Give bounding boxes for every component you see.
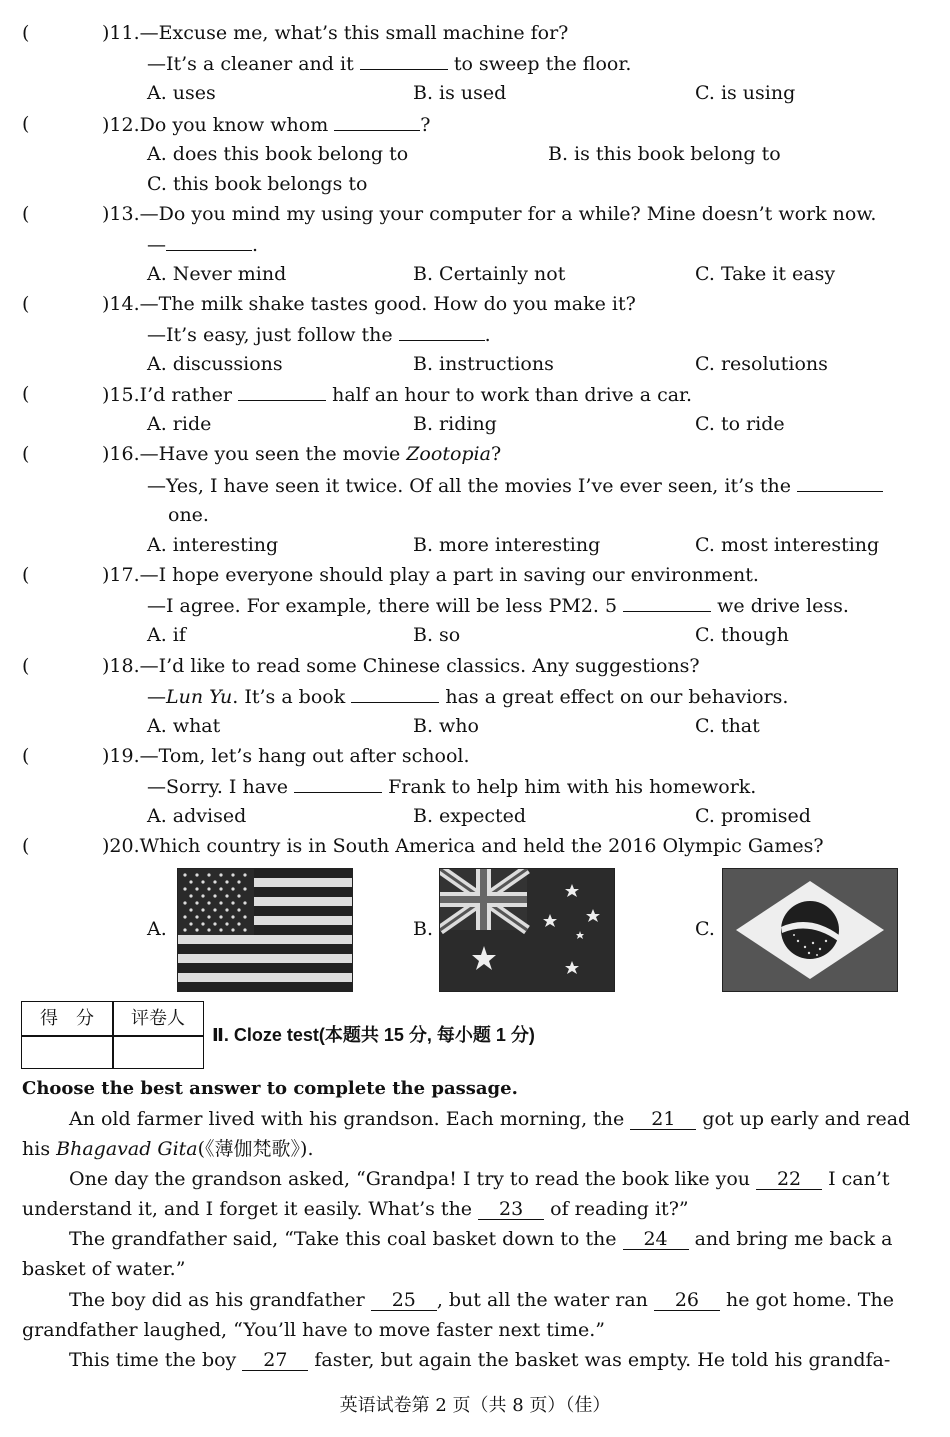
question-18 bbox=[102, 654, 700, 678]
option-c[interactable]: C. promised bbox=[695, 805, 811, 827]
question-number: )18. bbox=[102, 655, 140, 677]
cloze-blank-23[interactable]: 23 bbox=[478, 1199, 544, 1220]
question-14 bbox=[102, 292, 636, 316]
option-c[interactable]: C. bbox=[695, 918, 715, 940]
question-number: )12. bbox=[102, 114, 140, 136]
option-a[interactable]: A. ride bbox=[147, 413, 212, 435]
option-c[interactable]: C. is using bbox=[695, 82, 796, 104]
question-text: —Have you seen the movie bbox=[139, 443, 401, 465]
passage-text: understand it, and I forget it easily. What’s the bbox=[22, 1198, 473, 1220]
cloze-blank-26[interactable]: 26 bbox=[654, 1290, 720, 1311]
answer-paren: ( bbox=[22, 293, 30, 315]
option-c[interactable]: C. most interesting bbox=[695, 534, 880, 556]
question-number: )16. bbox=[102, 443, 140, 465]
question-text: . bbox=[252, 234, 259, 256]
cloze-blank-27[interactable]: 27 bbox=[242, 1350, 308, 1371]
option-b[interactable]: B. so bbox=[413, 624, 461, 646]
passage-line bbox=[22, 1137, 314, 1161]
option-b[interactable]: B. Certainly not bbox=[413, 263, 566, 285]
question-number: )13. bbox=[102, 203, 140, 225]
passage-text: of reading it?” bbox=[550, 1198, 689, 1220]
usa-flag-image[interactable] bbox=[177, 868, 353, 992]
cloze-blank-25[interactable]: 25 bbox=[371, 1290, 437, 1311]
section-note: (本题共 15 分, 每小题 1 分) bbox=[318, 1025, 535, 1045]
question-number: )14. bbox=[102, 293, 140, 315]
question-text: Which country is in South America and held the 2016 Olympic Games? bbox=[139, 835, 824, 857]
question-text: half an hour to work than drive a car. bbox=[332, 384, 693, 406]
passage-text: grandfather laughed, “You’ll have to move faster next time.” bbox=[22, 1319, 606, 1341]
instruction-text: Choose the best answer to complete the passage. bbox=[22, 1078, 518, 1099]
question-text: —Do you mind my using your computer for a while? Mine doesn’t work now. bbox=[139, 203, 877, 225]
answer-blank[interactable] bbox=[399, 322, 485, 341]
question-17-answer-line bbox=[147, 593, 849, 618]
option-c[interactable]: C. though bbox=[695, 624, 789, 646]
option-a[interactable]: A. discussions bbox=[147, 353, 283, 375]
option-a[interactable]: A. interesting bbox=[147, 534, 279, 556]
question-text: —I hope everyone should play a part in saving our environment. bbox=[139, 564, 759, 586]
passage-line bbox=[69, 1107, 910, 1131]
option-b[interactable]: B. riding bbox=[413, 413, 497, 435]
question-20 bbox=[102, 834, 824, 858]
question-number: )17. bbox=[102, 564, 140, 586]
question-text: we drive less. bbox=[717, 595, 849, 617]
cloze-blank-21[interactable]: 21 bbox=[630, 1109, 696, 1130]
question-text: one. bbox=[168, 504, 209, 526]
answer-paren: ( bbox=[22, 383, 30, 405]
cloze-blank-22[interactable]: 22 bbox=[756, 1169, 822, 1190]
question-14-answer-line bbox=[147, 322, 491, 347]
passage-line bbox=[69, 1348, 890, 1372]
option-b[interactable]: B. is this book belong to bbox=[548, 143, 781, 165]
passage-text: he got home. The bbox=[725, 1289, 894, 1311]
question-text: ? bbox=[420, 114, 431, 136]
option-a[interactable]: A. uses bbox=[147, 82, 216, 104]
question-11 bbox=[102, 21, 568, 45]
passage-text: I can’t bbox=[828, 1168, 890, 1190]
option-a[interactable]: A. Never mind bbox=[147, 263, 287, 285]
option-b[interactable]: B. is used bbox=[413, 82, 507, 104]
question-text: —I’d like to read some Chinese classics. Any suggestions? bbox=[139, 655, 700, 677]
page-footer: 英语试卷第 2 页（共 8 页）（佳） bbox=[339, 1395, 611, 1416]
answer-blank[interactable] bbox=[294, 774, 382, 793]
answer-blank[interactable] bbox=[797, 473, 883, 492]
passage-line bbox=[69, 1167, 890, 1191]
question-17 bbox=[102, 563, 759, 587]
question-number: )11. bbox=[102, 22, 140, 44]
question-16 bbox=[102, 442, 501, 466]
question-text: —It’s easy, just follow the bbox=[147, 324, 393, 346]
question-number: )15. bbox=[102, 384, 140, 406]
option-a[interactable]: A. if bbox=[147, 624, 186, 646]
grader-label: 评卷人 bbox=[131, 1008, 185, 1029]
answer-blank[interactable] bbox=[238, 382, 326, 401]
passage-text: (《薄伽梵歌》). bbox=[197, 1138, 314, 1160]
option-b[interactable]: B. expected bbox=[413, 805, 527, 827]
answer-paren: ( bbox=[22, 443, 30, 465]
question-number: )20. bbox=[102, 835, 140, 857]
option-b[interactable]: B. bbox=[413, 918, 434, 940]
score-label: 得 分 bbox=[40, 1008, 94, 1029]
answer-paren: ( bbox=[22, 745, 30, 767]
movie-title: Zootopia bbox=[406, 443, 491, 465]
question-text: —Sorry. I have bbox=[147, 776, 288, 798]
option-c[interactable]: C. resolutions bbox=[695, 353, 828, 375]
brazil-flag-image[interactable] bbox=[722, 868, 898, 992]
answer-paren: ( bbox=[22, 564, 30, 586]
option-c[interactable]: C. that bbox=[695, 715, 760, 737]
question-text: —The milk shake tastes good. How do you make it? bbox=[139, 293, 636, 315]
book-title: Bhagavad Gita bbox=[56, 1138, 198, 1160]
answer-paren: ( bbox=[22, 655, 30, 677]
question-text: — bbox=[147, 234, 166, 256]
section-title: Ⅱ. Cloze test bbox=[212, 1025, 319, 1045]
question-18-answer-line bbox=[147, 684, 788, 709]
passage-line bbox=[69, 1288, 894, 1312]
passage-text: and bring me back a bbox=[694, 1228, 893, 1250]
answer-paren: ( bbox=[22, 835, 30, 857]
australia-flag-image[interactable] bbox=[439, 868, 615, 992]
question-text: has a great effect on our behaviors. bbox=[445, 686, 789, 708]
question-13 bbox=[102, 202, 876, 226]
question-text: —Excuse me, what’s this small machine for? bbox=[139, 22, 569, 44]
answer-blank[interactable] bbox=[334, 112, 420, 131]
question-15 bbox=[102, 382, 692, 407]
passage-text: basket of water.” bbox=[22, 1258, 186, 1280]
section-heading bbox=[212, 1023, 535, 1047]
passage-text: faster, but again the basket was empty. He told his grandfa- bbox=[314, 1349, 891, 1371]
book-title: Lun Yu bbox=[166, 686, 233, 708]
option-c[interactable]: C. to ride bbox=[695, 413, 785, 435]
question-12 bbox=[102, 112, 430, 137]
option-b[interactable]: B. instructions bbox=[413, 353, 554, 375]
question-text: ? bbox=[490, 443, 502, 465]
passage-text: , but all the water ran bbox=[436, 1289, 648, 1311]
question-text: Frank to help him with his homework. bbox=[388, 776, 757, 798]
question-text: —Yes, I have seen it twice. Of all the movies I’ve ever seen, it’s the bbox=[147, 475, 792, 497]
passage-text: This time the boy bbox=[69, 1349, 237, 1371]
question-19 bbox=[102, 744, 470, 768]
option-c[interactable]: C. Take it easy bbox=[695, 263, 836, 285]
passage-line bbox=[22, 1197, 689, 1221]
passage-text: his bbox=[22, 1138, 51, 1160]
answer-blank[interactable] bbox=[166, 232, 252, 251]
answer-paren: ( bbox=[22, 203, 30, 225]
question-text: . It’s a book bbox=[232, 686, 346, 708]
answer-paren: ( bbox=[22, 113, 30, 135]
question-text: I’d rather bbox=[139, 384, 232, 406]
answer-paren: ( bbox=[22, 22, 30, 44]
question-19-answer-line bbox=[147, 774, 756, 799]
option-a[interactable]: A. does this book belong to bbox=[147, 143, 409, 165]
question-text: Do you know whom bbox=[139, 114, 329, 136]
question-text: —Tom, let’s hang out after school. bbox=[139, 745, 470, 767]
passage-line bbox=[69, 1227, 892, 1251]
option-b[interactable]: B. who bbox=[413, 715, 479, 737]
question-13-answer-line bbox=[147, 232, 258, 257]
question-text: —It’s a cleaner and it bbox=[147, 53, 354, 75]
answer-blank[interactable] bbox=[623, 593, 711, 612]
question-text: . bbox=[484, 324, 491, 346]
option-a[interactable]: A. advised bbox=[147, 805, 247, 827]
question-text: —I agree. For example, there will be less PM2. 5 bbox=[147, 595, 618, 617]
passage-text: One day the grandson asked, “Grandpa! I try to read the book like you bbox=[69, 1168, 751, 1190]
passage-text: The grandfather said, “Take this coal basket down to the bbox=[69, 1228, 617, 1250]
score-table bbox=[21, 1001, 204, 1069]
answer-blank[interactable] bbox=[351, 684, 439, 703]
passage-text: The boy did as his grandfather bbox=[69, 1289, 365, 1311]
question-text: to sweep the floor. bbox=[453, 53, 632, 75]
option-b[interactable]: B. more interesting bbox=[413, 534, 601, 556]
option-a[interactable]: A. bbox=[147, 918, 167, 940]
option-a[interactable]: A. what bbox=[147, 715, 221, 737]
option-c[interactable]: C. this book belongs to bbox=[147, 173, 368, 195]
question-text: — bbox=[147, 686, 166, 708]
answer-blank[interactable] bbox=[360, 51, 448, 70]
score-input-cell[interactable] bbox=[22, 1037, 111, 1067]
passage-text: got up early and read bbox=[702, 1108, 911, 1130]
grader-input-cell[interactable] bbox=[114, 1037, 202, 1067]
passage-text: An old farmer lived with his grandson. Each morning, the bbox=[69, 1108, 625, 1130]
question-11-answer-line bbox=[147, 51, 631, 76]
question-16-answer-line bbox=[147, 473, 883, 498]
question-number: )19. bbox=[102, 745, 140, 767]
cloze-blank-24[interactable]: 24 bbox=[623, 1229, 689, 1250]
